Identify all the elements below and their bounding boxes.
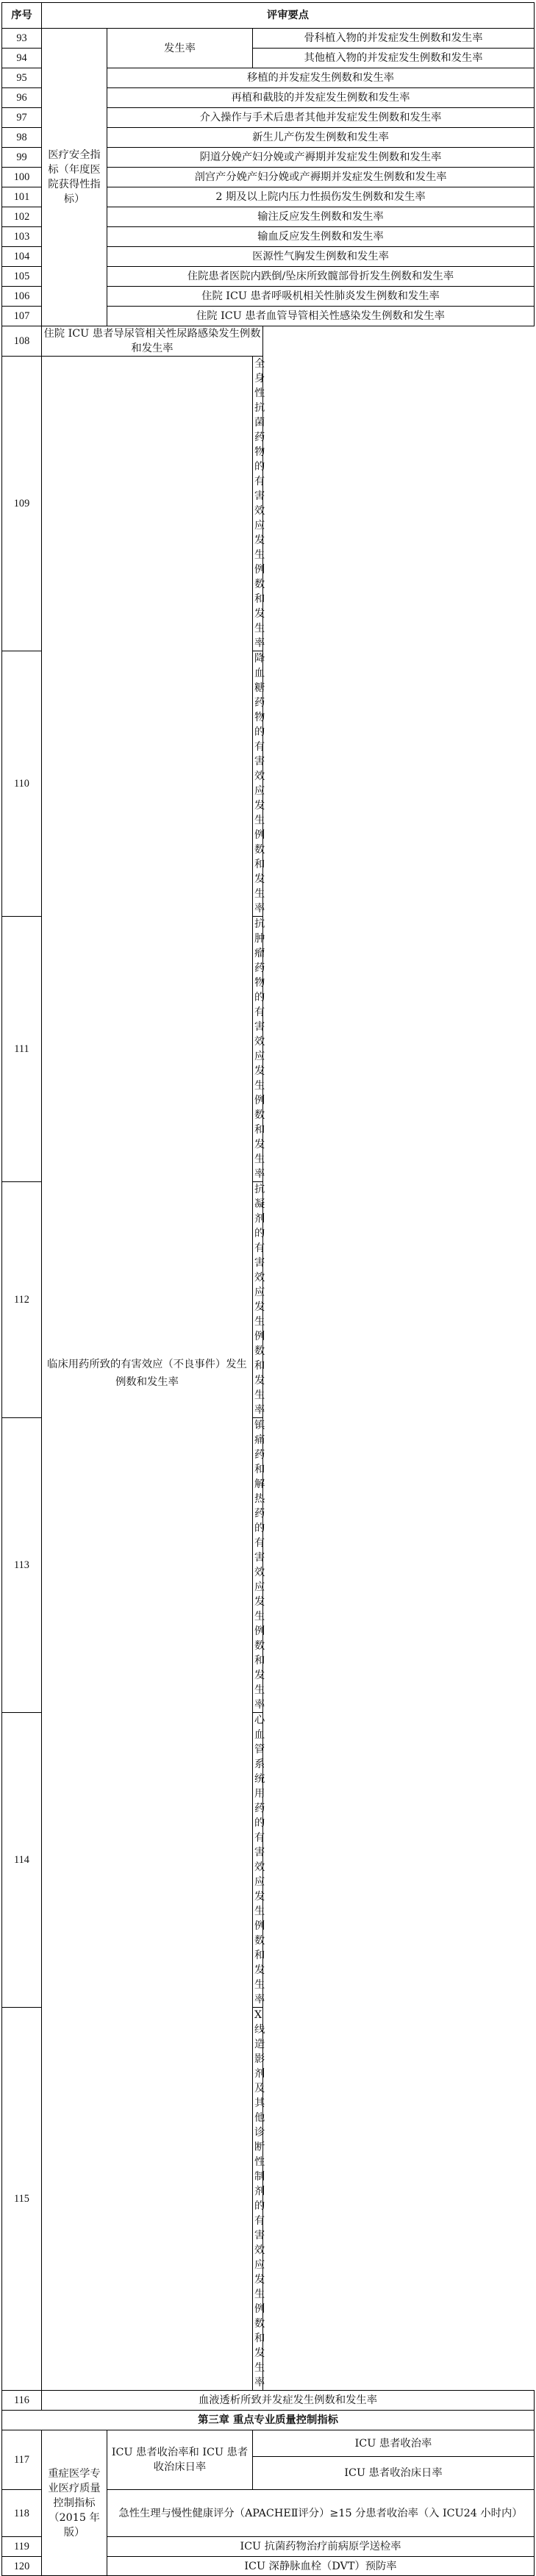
row-number: 110 [2,651,42,917]
indicator-text: 2 期及以上院内压力性损伤发生例数和发生率 [107,187,535,207]
table-row [2,326,535,357]
table-row [2,357,535,651]
row-number: 105 [2,267,42,287]
chapter-title: 第三章 重点专业质量控制指标 [2,2411,535,2430]
group-drug-adverse-effects: 临床用药所致的有害效应（不良事件）发生例数和发生率 [42,357,253,2391]
indicator-text: 住院 ICU 患者血管导管相关性感染发生例数和发生率 [107,307,535,326]
indicator-text: 降血糖药物的有害效应发生例数和发生率 [253,651,263,917]
indicator-table [1,2,535,2576]
row-number: 103 [2,227,42,247]
indicator-text: X 线造影剂及其他诊断性制剂的有害效应发生例数和发生率 [253,2008,263,2391]
row-number: 111 [2,917,42,1182]
row-number: 102 [2,207,42,227]
row-number: 94 [2,49,42,68]
row-number: 104 [2,247,42,267]
row-number: 97 [2,108,42,128]
indicator-text: 住院患者医院内跌倒/坠床所致髋部骨折发生例数和发生率 [107,267,535,287]
indicator-text: 阴道分娩产妇分娩或产褥期并发症发生例数和发生率 [107,148,535,168]
row-number: 117 [2,2430,42,2490]
indicator-text: ICU 患者收治床日率 [253,2457,535,2490]
row-number: 116 [2,2391,42,2411]
group-incidence-rate: 发生率 [107,29,253,68]
indicator-text: 骨科植入物的并发症发生例数和发生率 [253,29,535,49]
indicator-text: 血液透析所致并发症发生例数和发生率 [42,2391,535,2411]
indicator-text: 住院 ICU 患者导尿管相关性尿路感染发生例数和发生率 [42,326,263,357]
indicator-text: 移植的并发症发生例数和发生率 [107,68,535,88]
category-medical-safety: 医疗安全指标（年度医院获得性指标） [42,29,107,326]
indicator-text: 剖宫产分娩产妇分娩或产褥期并发症发生例数和发生率 [107,168,535,187]
row-number: 106 [2,287,42,307]
indicator-text: ICU 抗菌药物治疗前病原学送检率 [107,2537,535,2557]
indicator-text: 全身性抗菌药物的有害效应发生例数和发生率 [253,357,263,651]
row-number: 109 [2,357,42,651]
row-number: 99 [2,148,42,168]
row-number: 115 [2,2008,42,2391]
row-number: 108 [2,326,42,357]
indicator-text: 新生儿产伤发生例数和发生率 [107,128,535,148]
indicator-text: 输血反应发生例数和发生率 [107,227,535,247]
category-critical-care: 重症医学专业医疗质量控制指标（2015 年版） [42,2430,107,2576]
indicator-text: 抗凝剂的有害效应发生例数和发生率 [253,1182,263,1418]
indicator-text: 介入操作与手术后患者其他并发症发生例数和发生率 [107,108,535,128]
indicator-text: 心血管系统用药的有害效应发生例数和发生率 [253,1713,263,2008]
indicator-text: 输注反应发生例数和发生率 [107,207,535,227]
indicator-text: 住院 ICU 患者呼吸机相关性肺炎发生例数和发生率 [107,287,535,307]
indicator-text: ICU 患者收治率 [253,2430,535,2457]
indicator-text: 医源性气胸发生例数和发生率 [107,247,535,267]
row-number: 98 [2,128,42,148]
row-number: 112 [2,1182,42,1418]
row-number: 113 [2,1418,42,1713]
row-number: 96 [2,88,42,108]
indicator-text: 再植和截肢的并发症发生例数和发生率 [107,88,535,108]
row-number: 114 [2,1713,42,2008]
indicator-text: 其他植入物的并发症发生例数和发生率 [253,49,535,68]
table-row [2,2430,535,2457]
row-number: 118 [2,2490,42,2537]
header-no: 序号 [2,3,42,29]
table-row [2,2391,535,2411]
row-number: 107 [2,307,42,326]
table-row [2,29,535,49]
row-number: 101 [2,187,42,207]
indicator-text: 急性生理与慢性健康评分（APACHEⅡ评分）≥15 分患者收治率（入 ICU24 小时内） [107,2490,535,2537]
header-points: 评审要点 [42,3,535,29]
indicator-text: 镇痛药和解热药的有害效应发生例数和发生率 [253,1418,263,1713]
group-icu-admission: ICU 患者收治率和 ICU 患者收治床日率 [107,2430,253,2490]
header-row [2,3,535,29]
chapter-row [2,2411,535,2430]
row-number: 119 [2,2537,42,2557]
indicator-text: ICU 深静脉血栓（DVT）预防率 [107,2557,535,2576]
row-number: 100 [2,168,42,187]
row-number: 95 [2,68,42,88]
indicator-text: 抗肿瘤药物的有害效应发生例数和发生率 [253,917,263,1182]
row-number: 93 [2,29,42,49]
row-number: 120 [2,2557,42,2576]
